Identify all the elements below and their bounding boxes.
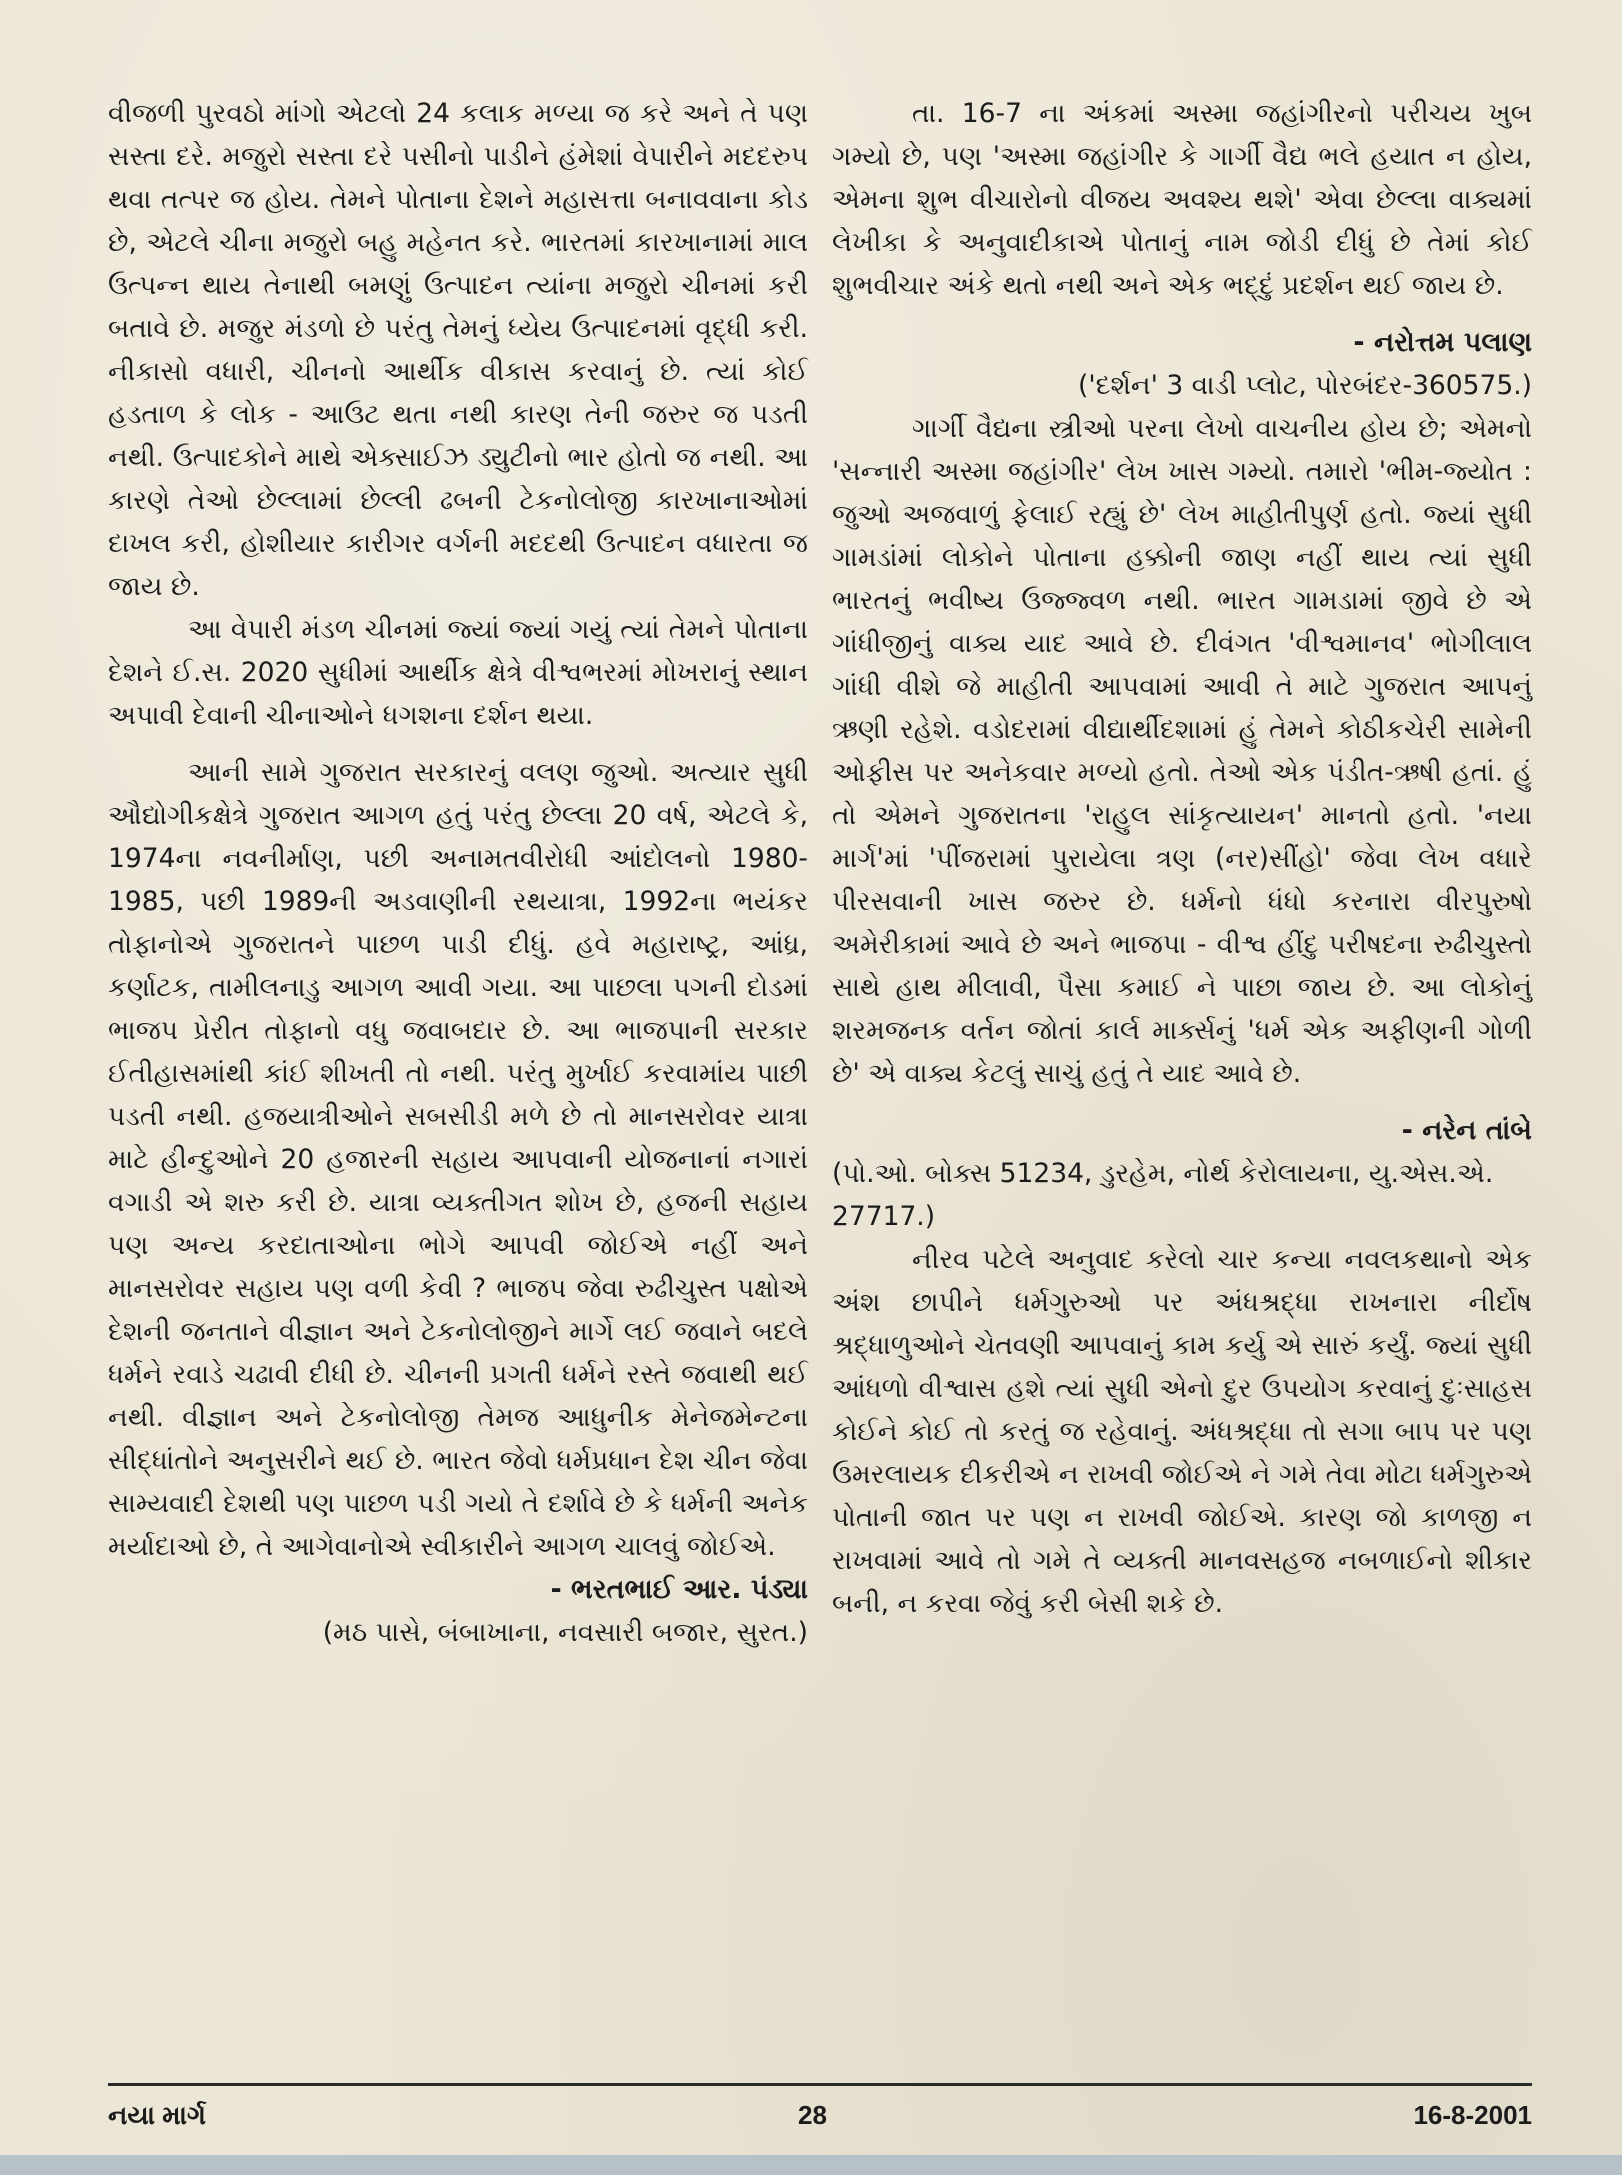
right-column (832, 92, 1532, 1625)
right-paragraph-1: તા. 16-7 ના અંકમાં અસ્મા જહાંગીરનો પરીચય ખુબ ગમ્યો છે, પણ 'અસ્મા જહાંગીર કે ગાર્ગી વૈદ્ય ભલે હયાત ન હોય, એમના શુભ વીચારોનો વીજય અવશ્ય થશે' એવા છેલ્લા વાક્યમાં લેખીકા કે અનુવાદીકાએ પોતાનું નામ જોડી દીધું છે તેમાં કોઈ શુભવીચાર અંકે થતો નથી અને એક ભદ્દું પ્રદર્શન થઈ જાય છે. (832, 98, 1532, 301)
letter-address: (પો.ઓ. બોક્સ 51234, ડુરહેમ, નોર્થ કેરોલાયના, યુ.એસ.એ. 27717.) (832, 1158, 1494, 1232)
footer-magazine-name: નયા માર્ગ (108, 2100, 206, 2130)
left-paragraph-3: આની સામે ગુજરાત સરકારનું વલણ જુઓ. અત્યાર સુધી ઔદ્યોગીકક્ષેત્રે ગુજરાત આગળ હતું પરંતુ છેલ્લા 20 વર્ષ, એટલે કે, 1974ના નવનીર્માણ, પછી અનામતવીરોધી આંદોલનો 1980-1985, પછી 1989ની અડવાણીની રથયાત્રા, 1992ના ભયંકર તોફાનોએ ગુજરાતને પાછળ પાડી દીધું. હવે મહારાષ્ટ્ર, આંધ્ર, કર્ણાટક, તામીલનાડુ આગળ આવી ગયા. આ પાછલા પગની દોડમાં ભાજપ પ્રેરીત તોફાનો વધુ જવાબદાર છે. આ ભાજપાની સરકાર ઈતીહાસમાંથી કાંઈ શીખતી તો નથી. પરંતુ મુર્ખાઈ કરવામાંય પાછી પડતી નથી. હજયાત્રીઓને સબસીડી મળે છે તો માનસરોવર યાત્રા માટે હીન્દુઓને 20 હજારની સહાય આપવાની યોજનાનાં નગારાં વગાડી એ શરુ કરી છે. યાત્રા વ્યક્તીગત શોખ છે, હજની સહાય પણ અન્ય કરદાતાઓના ભોગે આપવી જોઈએ નહીં અને માનસરોવર સહાય પણ વળી કેવી ? ભાજપ જેવા રુઢીચુસ્ત પક્ષોએ દેશની જનતાને વીજ્ઞાન અને ટેકનોલોજીને માર્ગે લઈ જવાને બદલે ધર્મને રવાડે ચઢાવી દીધી છે. ચીનની પ્રગતી ધર્મને રસ્તે જવાથી થઈ નથી. વીજ્ઞાન અને ટેકનોલોજી તેમજ આધુનીક મેનેજમેન્ટના સીદ્ધાંતોને અનુસરીને થઈ છે. ભારત જેવો ધર્મપ્રધાન દેશ ચીન જેવા સામ્યવાદી દેશથી પણ પાછળ પડી ગયો તે દર્શાવે છે કે ધર્મની અનેક મર્યાદાઓ છે, તે આગેવાનોએ સ્વીકારીને આગળ ચાલવું જોઈએ. (108, 757, 808, 1562)
left-paragraph-2: આ વેપારી મંડળ ચીનમાં જ્યાં જ્યાં ગયું ત્યાં તેમને પોતાના દેશને ઈ.સ. 2020 સુધીમાં આર્થીક ક્ષેત્રે વીશ્વભરમાં મોખરાનું સ્થાન અપાવી દેવાની ચીનાઓને ધગશના દર્શન થયા. (108, 614, 808, 731)
scan-edge (0, 2155, 1622, 2175)
right-paragraph-3: નીરવ પટેલે અનુવાદ કરેલો ચાર કન્યા નવલકથાનો એક અંશ છાપીને ધર્મગુરુઓ પર અંધશ્રદ્ધા રાખનારા નીર્દોષ શ્રદ્ધાળુઓને ચેતવણી આપવાનું કામ કર્યુ એ સારું કર્યું. જ્યાં સુધી આંધળો વીશ્વાસ હશે ત્યાં સુધી એનો દુર ઉપયોગ કરવાનું દુઃસાહસ કોઈને કોઈ તો કરતું જ રહેવાનું. અંધશ્રદ્ધા તો સગા બાપ પર પણ ઉમરલાયક દીકરીએ ન રાખવી જોઈએ ને ગમે તેવા મોટા ધર્મગુરુએ પોતાની જાત પર પણ ન રાખવી જોઈએ. કારણ જો કાળજી ન રાખવામાં આવે તો ગમે તે વ્યક્તી માનવસહજ નબળાઈનો શીકાર બની, ન કરવા જેવું કરી બેસી શકે છે. (832, 1244, 1532, 1619)
footer-date: 16-8-2001 (1413, 2100, 1532, 2130)
right-paragraph-2: ગાર્ગી વૈદ્યના સ્ત્રીઓ પરના લેખો વાચનીય હોય છે; એમનો 'સન્નારી અસ્મા જહાંગીર' લેખ ખાસ ગમ્યો. તમારો 'ભીમ-જ્યોત : જુઓ અજવાળું ફેલાઈ રહ્યું છે' લેખ માહીતીપુર્ણ હતો. જ્યાં સુધી ગામડાંમાં લોકોને પોતાના હક્કોની જાણ નહીં થાય ત્યાં સુધી ભારતનું ભવીષ્ય ઉજ્જ્વળ નથી. ભારત ગામડામાં જીવે છે એ ગાંધીજીનું વાક્ય યાદ આવે છે. દીવંગત 'વીશ્વમાનવ' ભોગીલાલ ગાંધી વીશે જે માહીતી આપવામાં આવી તે માટે ગુજરાત આપનું ઋણી રહેશે. વડોદરામાં વીદ્યાર્થીદશામાં હું તેમને કોઠીકચેરી સામેની ઓફીસ પર અનેકવાર મળ્યો હતો. તેઓ એક પંડીત-ઋષી હતાં. હું તો એમને ગુજરાતના 'રાહુલ સાંકૃત્યાયન' માનતો હતો. 'નયા માર્ગ'માં 'પીંજરામાં પુરાયેલા ત્રણ (નર)સીંહો' જેવા લેખ વધારે પીરસવાની ખાસ જરુર છે. ધર્મનો ધંધો કરનારા વીરપુરુષો અમેરીકામાં આવે છે અને ભાજપા - વીશ્વ હીંદુ પરીષદના રુઢીચુસ્તો સાથે હાથ મીલાવી, પૈસા કમાઈ ને પાછા જાય છે. આ લોકોનું શરમજનક વર્તન જોતાં કાર્લ માર્ક્સનું 'ધર્મ એક અફીણની ગોળી છે' એ વાક્ય કેટલું સાચું હતું તે યાદ આવે છે. (832, 413, 1532, 1089)
left-column (108, 92, 808, 1654)
letter-signature: - નરેન તાંબે (1401, 1115, 1532, 1146)
footer-page-number: 28 (798, 2100, 827, 2130)
left-paragraph-1: વીજળી પુરવઠો માંગો એટલો 24 કલાક મળ્યા જ કરે અને તે પણ સસ્તા દરે. મજુરો સસ્તા દરે પસીનો પાડીને હંમેશાં વેપારીને મદદરુપ થવા તત્પર જ હોય. તેમને પોતાના દેશને મહાસત્તા બનાવવાના કોડ છે, એટલે ચીના મજુરો બહુ મહેનત કરે. ભારતમાં કારખાનામાં માલ ઉત્પન્ન થાય તેનાથી બમણું ઉત્પાદન ત્યાંના મજુરો ચીનમાં કરી બતાવે છે. મજુર મંડળો છે પરંતુ તેમનું ધ્યેય ઉત્પાદનમાં વૃદ્ધી કરી. નીકાસો વધારી, ચીનનો આર્થીક વીકાસ કરવાનું છે. ત્યાં કોઈ હડતાળ કે લોક - આઉટ થતા નથી કારણ તેની જરુર જ પડતી નથી. ઉત્પાદકોને માથે એક્સાઈઝ ડ્યુટીનો ભાર હોતો જ નથી. આ કારણે તેઓ છેલ્લામાં છેલ્લી ઢબની ટેકનોલોજી કારખાનાઓમાં દાખલ કરી, હોશીયાર કારીગર વર્ગની મદદથી ઉત્પાદન વધારતા જ જાય છે. (108, 98, 808, 602)
page-footer (108, 2083, 1532, 2142)
letter-signature: - નરોત્તમ પલાણ (1353, 327, 1532, 358)
letter-signature: - ભરતભાઈ આર. પંડ્યા (550, 1574, 808, 1605)
letter-address: (મઠ પાસે, બંબાખાના, નવસારી બજાર, સુરત.) (322, 1617, 808, 1648)
letter-address: ('દર્શન' 3 વાડી પ્લોટ, પોરબંદર-360575.) (1078, 370, 1532, 401)
